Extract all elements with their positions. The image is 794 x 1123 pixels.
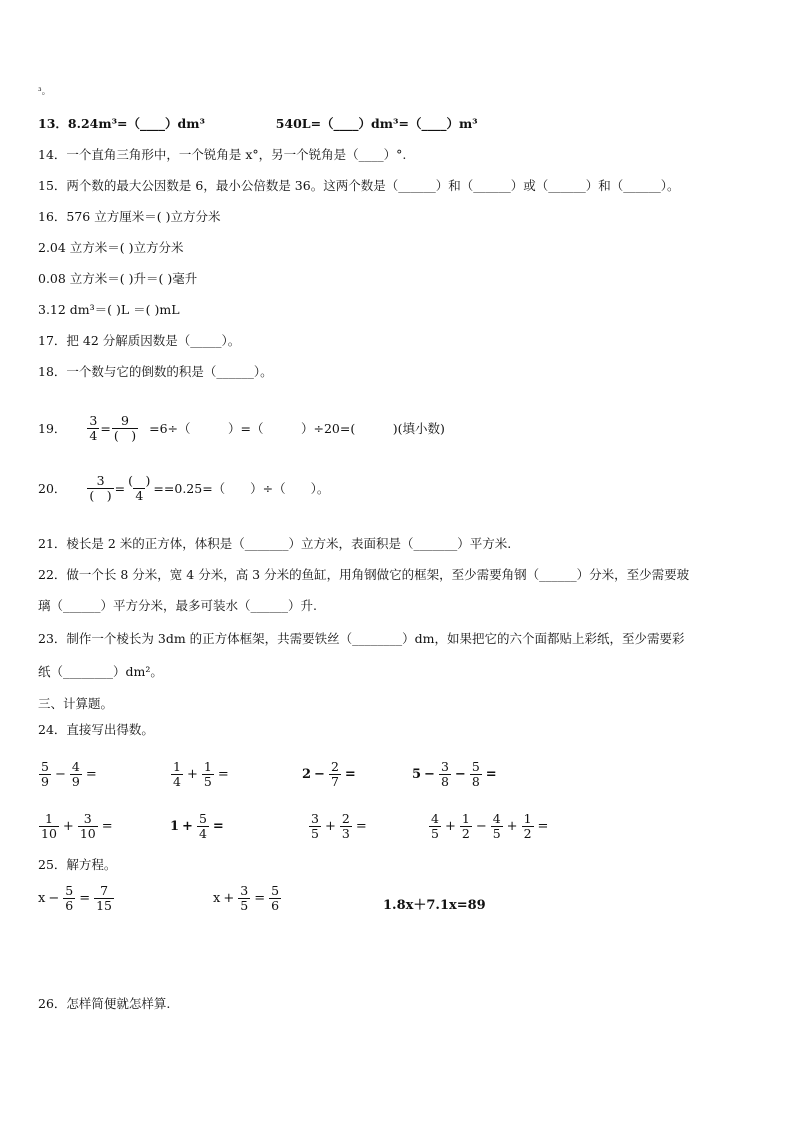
calc-c: 2 − $\frac{2}{7}$ = [302,759,356,789]
question-23-line2: 纸（________）dm²。 [38,664,163,679]
equation-1: x − $\frac{5}{6}$ = $\frac{7}{15}$ [38,883,113,913]
question-20 [38,474,329,503]
calc-b: $\frac{1}{4}$ + $\frac{1}{5}$ = [173,759,229,789]
q19-eq: = [100,420,111,436]
q20-num: 20． [38,480,67,496]
question-19 [38,414,445,443]
q19-rest: =6÷（ ）=（ ）÷20=( )(填小数) [149,420,445,436]
question-22-line1: 22．做一个长 8 分米，宽 4 分米，高 3 分米的鱼缸，用角钢做它的框架，至少需要角钢（______）分米，至少需要玻 [38,567,690,582]
calc-d: 5 − $\frac{3}{8}$ − $\frac{5}{8}$ = [412,759,497,789]
q20-rest: ==0.25=（ ）÷（ ）。 [153,480,330,496]
q13-part-b: 540L=（____）dm³=（____）m³ [275,116,478,131]
calc-a: $\frac{5}{9}$ − $\frac{4}{9}$ = [41,759,97,789]
question-16-line1: 16．576 立方厘米＝( )立方分米 [38,209,221,224]
question-14: 14．一个直角三角形中，一个锐角是 x°，另一个锐角是（____）°. [38,147,407,162]
q12-tail: ³。 [38,87,51,97]
calc-e: $\frac{1}{10}$ + $\frac{3}{10}$ = [41,811,113,841]
question-16-line4: 3.12 dm³＝( )L ＝( )mL [38,302,180,317]
question-24: 24．直接写出得数。 [38,722,154,737]
question-16-line3: 0.08 立方米＝( )升＝( )毫升 [38,271,198,286]
calc-h: $\frac{4}{5}$ + $\frac{1}{2}$ − $\frac{4}{5}$ + $\frac{1}{2}$ = [431,811,549,841]
question-23-line1: 23．制作一个棱长为 3dm 的正方体框架，共需要铁丝（________）dm，如果把它的六个面都贴上彩纸，至少需要彩 [38,631,685,646]
question-17: 17．把 42 分解质因数是（_____）。 [38,333,241,348]
q19-num: 19． [38,420,67,436]
calc-f: 1 + $\frac{5}{4}$ = [170,811,224,841]
question-16-line2: 2.04 立方米＝( )立方分米 [38,240,184,255]
q20-fraction-1: $\frac{3}{( )}$ [89,473,112,503]
question-18: 18．一个数与它的倒数的积是（______）。 [38,364,273,379]
question-15: 15．两个数的最大公因数是 6，最小公倍数是 36。这两个数是（______）和（______）或（______）和（______）。 [38,178,680,193]
question-21: 21．棱长是 2 米的正方体，体积是（_______）立方米，表面积是（_______）平方米. [38,536,512,551]
q13-num: 13． [38,116,68,131]
section-3-heading: 三、计算题。 [38,696,114,711]
q19-fraction-2: $\frac{9}{( )}$ [113,413,137,443]
calc-g: $\frac{3}{5}$ + $\frac{2}{3}$ = [311,811,367,841]
equation-2: x + $\frac{3}{5}$ = $\frac{5}{6}$ [213,883,280,913]
equation-3: 1.8x＋7.1x=89 [383,898,486,913]
question-26: 26．怎样简便就怎样算. [38,996,171,1011]
q13-part-a: 8.24m³=（____）dm³ [67,116,205,131]
q20-eq: = [114,480,126,496]
question-22-line2: 璃（______）平方分米，最多可装水（______）升. [38,598,317,613]
question-13 [38,116,478,132]
q20-fraction-2: $\frac{( )}{4}$ [128,473,151,503]
question-25: 25．解方程。 [38,857,117,872]
q19-fraction-1: $\frac{3}{4}$ [89,413,98,443]
